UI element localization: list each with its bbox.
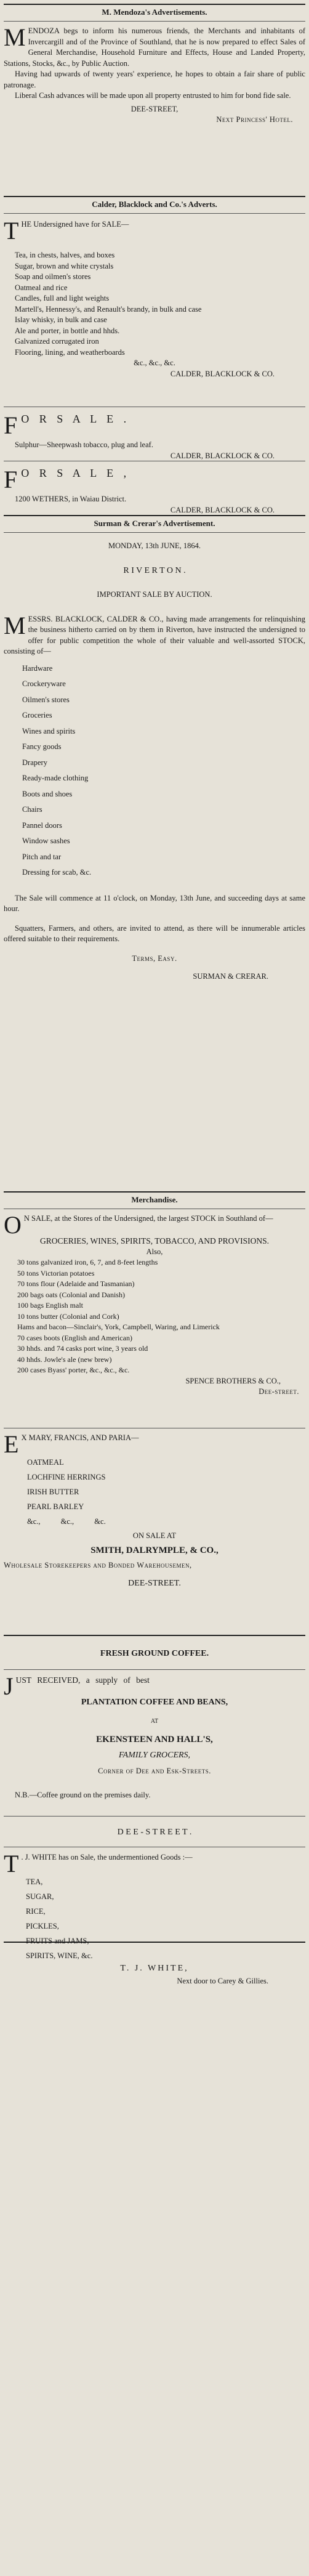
list-item: Candles, full and light weights xyxy=(15,294,110,302)
list-item: 200 bags oats (Colonial and Danish) xyxy=(17,1290,125,1299)
coffee-ad xyxy=(4,1648,305,1801)
calder-signature: CALDER, BLACKLOCK & CO. xyxy=(170,451,275,460)
surman-place: R I V E R T O N . xyxy=(123,565,186,575)
list-item: 100 bags English malt xyxy=(17,1301,83,1310)
surman-date: MONDAY, 13th JUNE, 1864. xyxy=(108,541,201,550)
white-signature-2: Next door to Carey & Gillies. xyxy=(177,1977,268,1985)
list-item: Chairs xyxy=(22,805,42,814)
coffee-title: FRESH GROUND COFFEE. xyxy=(100,1649,209,1658)
list-item: Groceries xyxy=(22,711,52,719)
calder-signature: CALDER, BLACKLOCK & CO. xyxy=(170,369,275,378)
calder-ad-3 xyxy=(4,468,305,516)
merch-ad xyxy=(4,1213,305,1398)
list-item: Oilmen's stores xyxy=(22,695,70,704)
list-item: 30 hhds. and 74 casks port wine, 3 years old xyxy=(17,1344,148,1353)
calder-ad-2 xyxy=(4,411,305,461)
merch-text: N SALE, at the Stores of the Undersigned, the largest STOCK in Southland of— xyxy=(23,1214,273,1223)
top-rule xyxy=(4,4,305,5)
list-item: 200 cases Byass' porter, &c., &c., &c. xyxy=(17,1366,130,1374)
drop-cap: O xyxy=(4,1211,22,1239)
calder-header-wrap xyxy=(4,200,305,209)
smith-head: X MARY, FRANCIS, AND PARIA— xyxy=(21,1433,139,1442)
list-item: OATMEAL xyxy=(27,1458,64,1467)
list-item: FRUITS and JAMS, xyxy=(26,1936,89,1945)
drop-cap: E xyxy=(4,1430,19,1458)
divider xyxy=(4,213,305,214)
list-item: Fancy goods xyxy=(22,742,62,751)
coffee-at: AT xyxy=(150,1718,159,1725)
calder-etc: &c., &c., &c. xyxy=(134,358,175,367)
coffee-nb: N.B.—Coffee ground on the premises daily. xyxy=(15,1791,151,1799)
calder-goods-list xyxy=(15,250,305,358)
coffee-corner: Corner of Dee and Esk-Streets. xyxy=(98,1766,211,1775)
list-item: Ale and porter, in bottle and hhds. xyxy=(15,326,120,335)
list-item: Hams and bacon—Sinclair's, York, Campbell, Waring, and Limerick xyxy=(17,1322,220,1331)
list-item: IRISH BUTTER xyxy=(27,1488,79,1496)
list-item: Tea, in chests, halves, and boxes xyxy=(15,251,115,259)
calder-ad3-head: O R S A L E , xyxy=(21,467,130,479)
coffee-firm: EKENSTEEN AND HALL'S, xyxy=(96,1734,213,1744)
smith-list xyxy=(27,1455,305,1514)
list-item: PEARL BARLEY xyxy=(27,1502,84,1511)
white-list xyxy=(26,1874,305,1963)
merch-groceries: GROCERIES, WINES, SPIRITS, TOBACCO, AND PROVISIONS. xyxy=(39,1236,270,1245)
smith-ad xyxy=(4,1430,305,1589)
mendoza-text: Liberal Cash advances will be made upon all property entrusted to him for bond fide sale. xyxy=(15,91,291,100)
calder-ad1-head: HE Undersigned have for SALE— xyxy=(21,220,129,229)
calder-ad-1 xyxy=(4,219,305,379)
list-item: Martell's, Hennessy's, and Renault's brandy, in bulk and case xyxy=(15,304,202,314)
mendoza-body xyxy=(4,23,305,126)
mendoza-address-2: Next Princess' Hotel. xyxy=(216,115,293,124)
smith-etc: &c., &c., &c. xyxy=(27,1517,106,1526)
drop-cap: T xyxy=(4,217,19,245)
coffee-beans: PLANTATION COFFEE AND BEANS, xyxy=(81,1697,228,1707)
smith-onsale: ON SALE AT xyxy=(132,1531,177,1540)
surman-text: ESSRS. BLACKLOCK, CALDER & CO., having made arrangements for relinquishing the business hitherto carried on by them in Riverton, have instructed the undersigned to offer for public competition the whole of their valuable and well-assorted STOCK, consisting of— xyxy=(4,614,305,655)
divider xyxy=(4,1816,305,1817)
divider xyxy=(4,532,305,533)
calder-ad2-head: O R S A L E . xyxy=(21,413,130,425)
section-rule xyxy=(4,196,305,197)
list-item: Galvanized corrugated iron xyxy=(15,337,99,346)
merch-header-wrap xyxy=(4,1195,305,1205)
calder-signature: CALDER, BLACKLOCK & CO. xyxy=(170,505,275,514)
list-item: Drapery xyxy=(22,758,47,767)
section-rule xyxy=(4,1635,305,1636)
surman-header-wrap xyxy=(4,519,305,529)
list-item: Flooring, lining, and weatherboards xyxy=(15,347,125,357)
mendoza-text: Having had upwards of twenty years' experience, he hopes to obtain a fair share of public patronage. xyxy=(4,70,305,89)
white-title: D E E - S T R E E T . xyxy=(117,1828,192,1837)
section-rule xyxy=(4,1191,305,1193)
drop-cap: J xyxy=(4,1672,14,1700)
list-item: Ready-made clothing xyxy=(22,774,89,782)
list-item: LOCHFINE HERRINGS xyxy=(27,1473,106,1481)
drop-cap: M xyxy=(4,23,26,51)
drop-cap: F xyxy=(4,466,19,493)
drop-cap: T xyxy=(4,1849,19,1877)
merch-list xyxy=(17,1257,305,1376)
surman-ad xyxy=(4,541,305,982)
white-ad xyxy=(4,1827,305,1987)
list-item: Window sashes xyxy=(22,836,70,845)
list-item: Islay whisky, in bulk and case xyxy=(15,315,107,324)
list-item: Dressing for scab, &c. xyxy=(22,868,92,877)
surman-header: Surman & Crerar's Advertisement. xyxy=(94,519,215,528)
list-item: Soap and oilmen's stores xyxy=(15,272,91,281)
list-item: Sugar, brown and white crystals xyxy=(15,261,114,270)
list-item: Boots and shoes xyxy=(22,789,73,798)
divider xyxy=(4,1669,305,1670)
list-item: PICKLES, xyxy=(26,1921,59,1930)
divider xyxy=(4,21,305,22)
merch-header: Merchandise. xyxy=(131,1195,178,1204)
drop-cap: M xyxy=(4,611,26,639)
list-item: Pitch and tar xyxy=(22,852,62,861)
smith-street: DEE-STREET. xyxy=(128,1579,181,1588)
list-item: 70 tons flour (Adelaide and Tasmanian) xyxy=(17,1279,135,1288)
calder-header: Calder, Blacklock and Co.'s Adverts. xyxy=(92,200,217,209)
surman-text: Squatters, Farmers, and others, are invited to attend, as there will be innumerable articles offered suitable to their requirements. xyxy=(4,923,305,943)
list-item: 30 tons galvanized iron, 6, 7, and 8-feet lengths xyxy=(17,1258,158,1266)
mendoza-header: M. Mendoza's Advertisements. xyxy=(102,7,207,17)
smith-desc: Wholesale Storekeepers and Bonded Warehousemen, xyxy=(4,1561,192,1569)
calder-ad2-body: Sulphur—Sheepwash tobacco, plug and leaf. xyxy=(15,440,153,449)
smith-firm: SMITH, DALRYMPLE, & CO., xyxy=(90,1545,219,1555)
white-signature: T. J. WHITE, xyxy=(120,1963,189,1973)
merch-signature-2: Dee-street. xyxy=(259,1387,299,1396)
surman-terms: Terms, Easy. xyxy=(132,954,177,963)
list-item: 10 tons butter (Colonial and Cork) xyxy=(17,1311,119,1321)
merch-also: Also, xyxy=(146,1247,163,1256)
bottom-rule xyxy=(4,1942,305,1943)
list-item: TEA, xyxy=(26,1877,43,1886)
mendoza-address: DEE-STREET, xyxy=(130,104,179,113)
list-item: Pannel doors xyxy=(22,820,62,830)
coffee-family: FAMILY GROCERS, xyxy=(118,1751,191,1760)
drop-cap: F xyxy=(4,411,19,439)
list-item: Crockeryware xyxy=(22,679,66,688)
mendoza-text: ENDOZA begs to inform his numerous friends, the Merchants and inhabitants of Invercargill and of the Province of Southland, that he is now prepared to effect Sales of General Merchandise, Household Furniture and Effects, House and Landed Property, Stations, Stocks, &c., by Public Auction. xyxy=(4,26,305,68)
mendoza-ad xyxy=(4,7,305,17)
coffee-text: UST RECEIVED, a supply of best xyxy=(15,1675,150,1685)
list-item: RICE, xyxy=(26,1906,46,1916)
list-item: 70 cases boots (English and American) xyxy=(17,1333,132,1342)
list-item: Hardware xyxy=(22,663,53,673)
white-head: . J. WHITE has on Sale, the undermentioned Goods :— xyxy=(21,1852,193,1861)
merch-signature: SPENCE BROTHERS & CO., xyxy=(185,1376,281,1385)
surman-signature: SURMAN & CRERAR. xyxy=(193,972,268,981)
list-item: SPIRITS, WINE, &c. xyxy=(26,1951,93,1960)
list-item: Oatmeal and rice xyxy=(15,283,68,292)
list-item: 50 tons Victorian potatoes xyxy=(17,1268,95,1278)
surman-text: The Sale will commence at 11 o'clock, on Monday, 13th June, and succeeding days at same hour. xyxy=(4,893,305,913)
list-item: SUGAR, xyxy=(26,1892,54,1901)
surman-title: IMPORTANT SALE BY AUCTION. xyxy=(97,590,212,599)
surman-stock-list xyxy=(22,661,305,881)
list-item: 40 hhds. Jowle's ale (new brew) xyxy=(17,1355,112,1364)
calder-ad3-body: 1200 WETHERS, in Waiau District. xyxy=(15,495,127,503)
list-item: Wines and spirits xyxy=(22,726,76,735)
section-rule xyxy=(4,515,305,516)
